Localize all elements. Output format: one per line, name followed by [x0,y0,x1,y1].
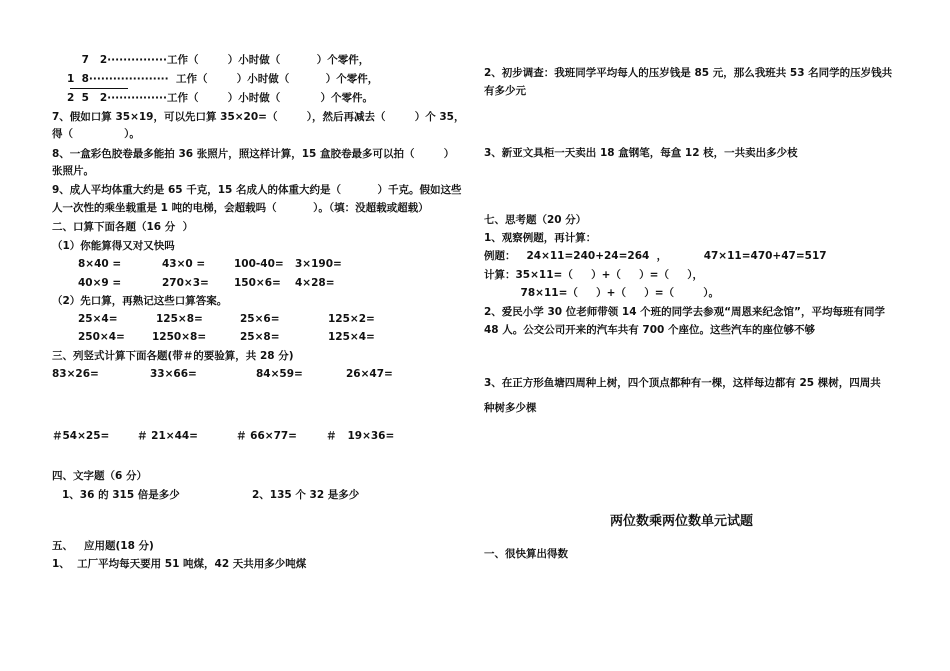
vertical-calc-item: ＃ 19×36= [326,430,395,442]
vertical-calc-item: ＃54×25= [52,430,110,442]
q8-line-2: 张照片。 [52,165,94,177]
section-7-q1: 1、观察例题，再计算： [484,232,597,244]
word-problem-item: 1、36 的 315 倍是多少 [62,489,180,501]
calc-line-2: 78×11=（ ）+（ ）=（ ）。 [484,287,720,299]
vertical-calc-item: 83×26= [52,368,99,380]
vertical-calc-item: 26×47= [346,368,393,380]
oral-item: 125×2= [328,313,375,325]
section-3-title: 三、列竖式计算下面各题(带＃的要验算，共 28 分) [52,350,294,362]
subsection-1-title: （1）你能算得又对又快吗 [52,240,175,252]
word-problem-item: 2、135 个 32 是多少 [252,489,360,501]
oral-item: 3×190= [295,258,342,270]
document-title: 两位数乘两位数单元试题 [610,514,754,529]
q7-3-line-2: 种树多少棵 [484,402,537,414]
calc-line-1: 计算：35×11=（ ）+（ ）=（ ）， [484,269,703,281]
q8-line-1: 8、一盒彩色胶卷最多能拍 36 张照片，照这样计算，15 盒胶卷最多可以拍（ ） [52,148,455,160]
section-1-title: 一、很快算出得数 [484,548,568,560]
q7-2-line-1: 2、爱民小学 30 位老师带领 14 个班的同学去参观“周恩来纪念馆”，平均每班有同学 [484,306,885,318]
q7-3-line-1: 3、在正方形鱼塘四周种上树，四个顶点都种有一棵，这样每边都有 25 棵树，四周共 [484,377,881,389]
vertical-calc-item: ＃ 21×44= [137,430,198,442]
q7-line-2: 得（ ）。 [52,128,140,140]
mult-line-2: 1 8···················· 工作（ ）小时做（ ）个零件， [56,73,379,85]
sum-rule [70,88,128,89]
oral-item: 8×40 = [78,258,122,270]
q9-line-2: 人一次性的乘坐载重是 1 吨的电梯，会超载吗（ ）。（填：没超载或超载） [52,202,429,214]
section-7-title: 七、思考题（20 分） [484,214,587,226]
oral-item: 43×0 = [162,258,206,270]
q7-line-1: 7、假如口算 35×19，可以先口算 35×20=（ ），然后再减去（ ）个 35， [52,111,465,123]
subsection-2-title: （2）先口算，再熟记这些口算答案。 [52,295,228,307]
application-q1: 1、 工厂平均每天要用 51 吨煤，42 天共用多少吨煤 [52,558,307,570]
oral-item: 25×6= [240,313,280,325]
oral-item: 40×9 = [78,277,122,289]
q2-line-2: 有多少元 [484,85,526,97]
section-5-title: 五、 应用题(18 分) [52,540,154,552]
mult-line-3: 2 5 2···············工作（ ）小时做（ ）个零件。 [56,92,373,104]
example-line: 例题： 24×11=240+24=264 ， 47×11=470+47=517 [484,250,827,262]
q3-line: 3、新亚文具柜一天卖出 18 盒钢笔，每盒 12 枝，一共卖出多少枝 [484,147,798,159]
oral-item: 25×4= [78,313,118,325]
oral-item: 1250×8= [152,331,207,343]
oral-item: 100-40= [234,258,284,270]
q7-2-line-2: 48 人。公交公司开来的汽车共有 700 个座位。这些汽车的座位够不够 [484,324,815,336]
q2-line-1: 2、初步调查：我班同学平均每人的压岁钱是 85 元，那么我班共 53 名同学的压岁钱共 [484,67,893,79]
vertical-calc-item: 84×59= [256,368,303,380]
section-4-title: 四、文字题（6 分） [52,470,147,482]
oral-item: 4×28= [295,277,335,289]
oral-item: 25×8= [240,331,280,343]
oral-item: 250×4= [78,331,125,343]
mult-line-1: 7 2···············工作（ ）小时做（ ）个零件， [56,54,370,66]
vertical-calc-item: 33×66= [150,368,197,380]
oral-item: 270×3= [162,277,209,289]
oral-item: 125×4= [328,331,375,343]
q9-line-1: 9、成人平均体重大约是 65 千克，15 名成人的体重大约是（ ）千克。假如这些 [52,184,462,196]
section-2-title: 二、口算下面各题（16 分 ） [52,221,194,233]
oral-item: 150×6= [234,277,281,289]
oral-item: 125×8= [156,313,203,325]
vertical-calc-item: ＃ 66×77= [236,430,297,442]
